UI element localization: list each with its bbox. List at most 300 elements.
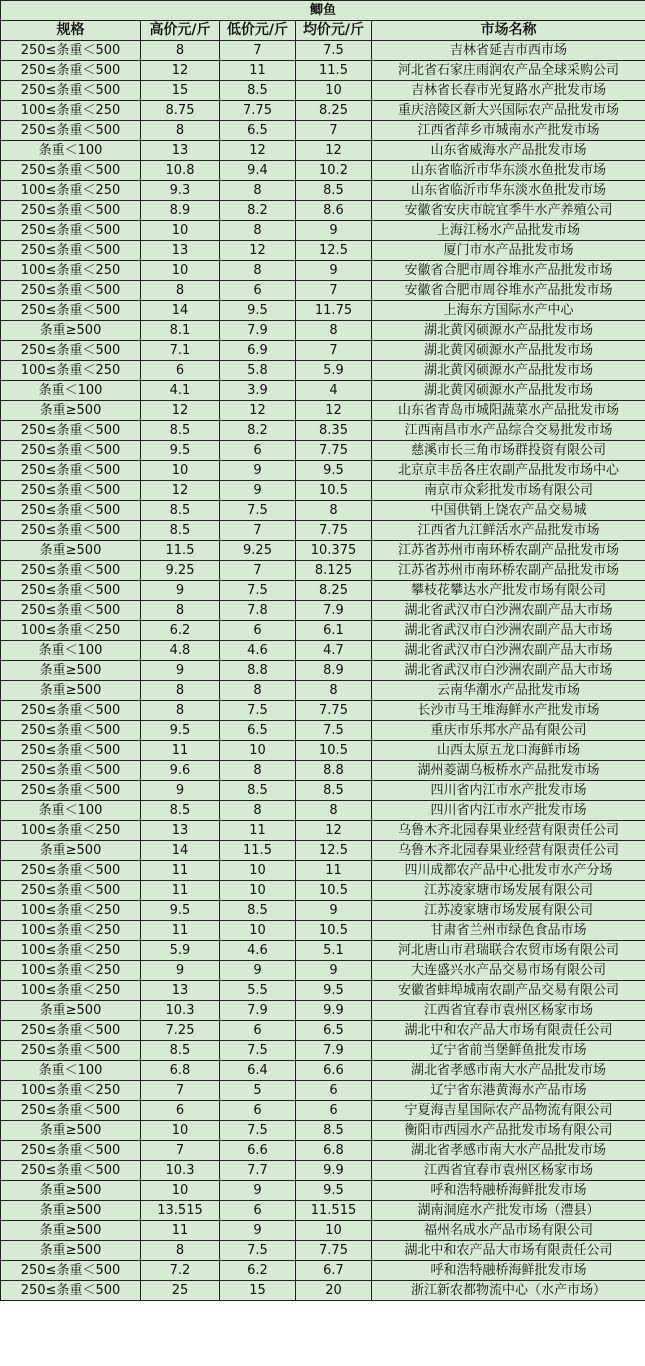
cell-avg-price: 8 (296, 501, 372, 521)
cell-high-price: 7.25 (141, 1021, 220, 1041)
cell-low-price: 10 (220, 921, 296, 941)
cell-market-name: 湖北省武汉市白沙洲农副产品大市场 (372, 641, 645, 661)
cell-spec: 条重≥500 (1, 321, 141, 341)
table-row (1, 1061, 645, 1081)
cell-low-price: 8.2 (220, 421, 296, 441)
cell-high-price: 6.2 (141, 621, 220, 641)
cell-spec: 100≤条重＜250 (1, 961, 141, 981)
cell-low-price: 6 (220, 441, 296, 461)
cell-spec: 250≤条重＜500 (1, 461, 141, 481)
cell-avg-price: 8.5 (296, 781, 372, 801)
cell-avg-price: 9.5 (296, 1181, 372, 1201)
cell-high-price: 8 (141, 1241, 220, 1261)
cell-high-price: 8 (141, 681, 220, 701)
table-row (1, 1281, 645, 1301)
cell-spec: 250≤条重＜500 (1, 201, 141, 221)
cell-avg-price: 9 (296, 961, 372, 981)
cell-spec: 100≤条重＜250 (1, 621, 141, 641)
cell-low-price: 9.5 (220, 301, 296, 321)
cell-spec: 条重≥500 (1, 1001, 141, 1021)
cell-high-price: 13 (141, 241, 220, 261)
table-row (1, 841, 645, 861)
cell-low-price: 7 (220, 521, 296, 541)
table-row (1, 221, 645, 241)
cell-low-price: 4.6 (220, 941, 296, 961)
cell-spec: 250≤条重＜500 (1, 1161, 141, 1181)
cell-high-price: 7 (141, 1141, 220, 1161)
cell-low-price: 5.8 (220, 361, 296, 381)
cell-high-price: 8 (141, 281, 220, 301)
cell-avg-price: 7 (296, 121, 372, 141)
cell-high-price: 13 (141, 821, 220, 841)
cell-high-price: 7 (141, 1081, 220, 1101)
cell-avg-price: 9 (296, 221, 372, 241)
cell-avg-price: 9.5 (296, 981, 372, 1001)
cell-high-price: 10.8 (141, 161, 220, 181)
cell-high-price: 8.5 (141, 1041, 220, 1061)
cell-spec: 250≤条重＜500 (1, 761, 141, 781)
cell-market-name: 上海东方国际水产中心 (372, 301, 645, 321)
cell-market-name: 安徽省合肥市周谷堆水产品批发市场 (372, 281, 645, 301)
table-row (1, 801, 645, 821)
table-row (1, 1241, 645, 1261)
cell-avg-price: 11.75 (296, 301, 372, 321)
cell-avg-price: 8 (296, 321, 372, 341)
cell-market-name: 四川成都农产品中心批发市水产分场 (372, 861, 645, 881)
cell-low-price: 8.2 (220, 201, 296, 221)
table-row (1, 61, 645, 81)
cell-avg-price: 6 (296, 1101, 372, 1121)
cell-avg-price: 6 (296, 1081, 372, 1101)
cell-avg-price: 10.5 (296, 881, 372, 901)
cell-market-name: 湖北省孝感市南大水产品批发市场 (372, 1141, 645, 1161)
cell-market-name: 四川省内江市水产批发市场 (372, 801, 645, 821)
cell-high-price: 10 (141, 461, 220, 481)
cell-low-price: 3.9 (220, 381, 296, 401)
table-row (1, 441, 645, 461)
cell-avg-price: 11 (296, 861, 372, 881)
cell-avg-price: 8.5 (296, 181, 372, 201)
cell-market-name: 湖南洞庭水产批发市场（澧县） (372, 1201, 645, 1221)
table-row (1, 501, 645, 521)
cell-market-name: 江西省九江鲜活水产品批发市场 (372, 521, 645, 541)
cell-high-price: 9 (141, 781, 220, 801)
cell-low-price: 6.4 (220, 1061, 296, 1081)
table-row (1, 1141, 645, 1161)
cell-market-name: 湖北黄冈硕源水产品批发市场 (372, 381, 645, 401)
cell-low-price: 7.9 (220, 321, 296, 341)
cell-avg-price: 8.5 (296, 1121, 372, 1141)
cell-low-price: 5 (220, 1081, 296, 1101)
cell-avg-price: 7.75 (296, 441, 372, 461)
cell-low-price: 7.5 (220, 701, 296, 721)
cell-low-price: 9 (220, 461, 296, 481)
cell-avg-price: 4.7 (296, 641, 372, 661)
cell-high-price: 10 (141, 1121, 220, 1141)
cell-low-price: 8 (220, 681, 296, 701)
table-row (1, 701, 645, 721)
cell-high-price: 8.5 (141, 801, 220, 821)
cell-low-price: 6 (220, 1101, 296, 1121)
cell-spec: 250≤条重＜500 (1, 701, 141, 721)
cell-market-name: 山西太原五龙口海鲜市场 (372, 741, 645, 761)
cell-market-name: 重庆涪陵区新大兴国际农产品批发市场 (372, 101, 645, 121)
cell-spec: 250≤条重＜500 (1, 601, 141, 621)
cell-high-price: 10.3 (141, 1001, 220, 1021)
cell-market-name: 呼和浩特融桥海鲜批发市场 (372, 1181, 645, 1201)
header-spec: 规格 (1, 21, 141, 41)
table-row (1, 1101, 645, 1121)
cell-low-price: 7 (220, 41, 296, 61)
cell-spec: 250≤条重＜500 (1, 881, 141, 901)
cell-spec: 条重＜100 (1, 381, 141, 401)
cell-high-price: 14 (141, 841, 220, 861)
cell-market-name: 江西省宜春市袁州区杨家市场 (372, 1161, 645, 1181)
cell-low-price: 12 (220, 401, 296, 421)
cell-market-name: 长沙市马王堆海鲜水产批发市场 (372, 701, 645, 721)
cell-market-name: 安徽省合肥市周谷堆水产品批发市场 (372, 261, 645, 281)
table-row (1, 1081, 645, 1101)
table-row (1, 1221, 645, 1241)
table-row (1, 1161, 645, 1181)
table-row (1, 401, 645, 421)
cell-market-name: 宁夏海吉星国际农产品物流有限公司 (372, 1101, 645, 1121)
cell-avg-price: 8 (296, 681, 372, 701)
table-row (1, 341, 645, 361)
cell-low-price: 8.5 (220, 781, 296, 801)
cell-low-price: 9 (220, 1181, 296, 1201)
table-row (1, 821, 645, 841)
cell-market-name: 湖北省武汉市白沙洲农副产品大市场 (372, 661, 645, 681)
cell-low-price: 9 (220, 961, 296, 981)
cell-high-price: 4.8 (141, 641, 220, 661)
cell-spec: 250≤条重＜500 (1, 81, 141, 101)
cell-low-price: 7.9 (220, 1001, 296, 1021)
cell-avg-price: 7.9 (296, 1041, 372, 1061)
cell-spec: 250≤条重＜500 (1, 501, 141, 521)
table-row (1, 181, 645, 201)
cell-spec: 250≤条重＜500 (1, 1141, 141, 1161)
header-market-name: 市场名称 (372, 21, 645, 41)
cell-spec: 250≤条重＜500 (1, 61, 141, 81)
cell-spec: 250≤条重＜500 (1, 441, 141, 461)
cell-high-price: 11 (141, 921, 220, 941)
cell-high-price: 10 (141, 261, 220, 281)
cell-high-price: 8.5 (141, 421, 220, 441)
cell-avg-price: 7.5 (296, 721, 372, 741)
table-row (1, 721, 645, 741)
cell-low-price: 8 (220, 261, 296, 281)
cell-avg-price: 9.9 (296, 1001, 372, 1021)
header-avg-price: 均价元/斤 (296, 21, 372, 41)
cell-market-name: 江苏省苏州市南环桥农副产品批发市场 (372, 561, 645, 581)
cell-low-price: 9 (220, 481, 296, 501)
cell-high-price: 10 (141, 1181, 220, 1201)
cell-high-price: 8 (141, 121, 220, 141)
table-row (1, 421, 645, 441)
cell-high-price: 14 (141, 301, 220, 321)
cell-spec: 条重＜100 (1, 141, 141, 161)
cell-avg-price: 11.5 (296, 61, 372, 81)
table-row (1, 381, 645, 401)
table-row (1, 41, 645, 61)
cell-market-name: 吉林省长春市光复路水产批发市场 (372, 81, 645, 101)
cell-market-name: 呼和浩特融桥海鲜批发市场 (372, 1261, 645, 1281)
table-row (1, 981, 645, 1001)
cell-high-price: 9.25 (141, 561, 220, 581)
cell-spec: 条重≥500 (1, 1121, 141, 1141)
cell-high-price: 8.5 (141, 521, 220, 541)
table-row (1, 781, 645, 801)
table-row (1, 161, 645, 181)
cell-low-price: 10 (220, 881, 296, 901)
cell-spec: 条重≥500 (1, 1181, 141, 1201)
cell-avg-price: 8.25 (296, 101, 372, 121)
cell-high-price: 13 (141, 981, 220, 1001)
cell-avg-price: 6.5 (296, 1021, 372, 1041)
cell-spec: 250≤条重＜500 (1, 281, 141, 301)
table-row (1, 461, 645, 481)
table-row (1, 101, 645, 121)
cell-spec: 250≤条重＜500 (1, 481, 141, 501)
cell-avg-price: 7 (296, 281, 372, 301)
table-row (1, 561, 645, 581)
cell-low-price: 15 (220, 1281, 296, 1301)
cell-high-price: 8.1 (141, 321, 220, 341)
table-row (1, 1041, 645, 1061)
cell-market-name: 辽宁省东港黄海水产品市场 (372, 1081, 645, 1101)
cell-avg-price: 8.125 (296, 561, 372, 581)
cell-high-price: 7.1 (141, 341, 220, 361)
cell-low-price: 6.6 (220, 1141, 296, 1161)
cell-market-name: 慈溪市长三角市场群投资有限公司 (372, 441, 645, 461)
cell-low-price: 11 (220, 61, 296, 81)
cell-spec: 100≤条重＜250 (1, 821, 141, 841)
cell-low-price: 12 (220, 241, 296, 261)
cell-high-price: 10 (141, 221, 220, 241)
cell-low-price: 6 (220, 621, 296, 641)
cell-avg-price: 7.75 (296, 1241, 372, 1261)
cell-low-price: 9.4 (220, 161, 296, 181)
table-row (1, 1001, 645, 1021)
cell-market-name: 乌鲁木齐北园春果业经营有限责任公司 (372, 821, 645, 841)
cell-avg-price: 12.5 (296, 241, 372, 261)
table-title: 鲫鱼 (1, 1, 645, 21)
cell-low-price: 6 (220, 1021, 296, 1041)
cell-market-name: 湖北黄冈硕源水产品批发市场 (372, 321, 645, 341)
cell-low-price: 8 (220, 761, 296, 781)
cell-high-price: 9.5 (141, 721, 220, 741)
table-row (1, 241, 645, 261)
cell-market-name: 重庆市乐邦水产品有限公司 (372, 721, 645, 741)
table-row (1, 141, 645, 161)
cell-high-price: 7.2 (141, 1261, 220, 1281)
cell-avg-price: 9 (296, 261, 372, 281)
cell-low-price: 7.8 (220, 601, 296, 621)
cell-spec: 250≤条重＜500 (1, 1261, 141, 1281)
cell-market-name: 厦门市水产品批发市场 (372, 241, 645, 261)
cell-low-price: 8.5 (220, 81, 296, 101)
cell-low-price: 7.5 (220, 1121, 296, 1141)
cell-spec: 250≤条重＜500 (1, 1281, 141, 1301)
table-header-row (1, 21, 645, 41)
cell-avg-price: 6.1 (296, 621, 372, 641)
cell-low-price: 6.9 (220, 341, 296, 361)
cell-spec: 条重≥500 (1, 401, 141, 421)
cell-low-price: 9 (220, 1221, 296, 1241)
cell-spec: 条重≥500 (1, 681, 141, 701)
cell-spec: 100≤条重＜250 (1, 181, 141, 201)
cell-avg-price: 7.9 (296, 601, 372, 621)
cell-high-price: 11.5 (141, 541, 220, 561)
cell-low-price: 8 (220, 801, 296, 821)
cell-low-price: 6 (220, 281, 296, 301)
cell-avg-price: 10.5 (296, 741, 372, 761)
cell-spec: 250≤条重＜500 (1, 581, 141, 601)
cell-spec: 250≤条重＜500 (1, 561, 141, 581)
table-row (1, 861, 645, 881)
cell-market-name: 山东省青岛市城阳蔬菜水产品批发市场 (372, 401, 645, 421)
cell-spec: 250≤条重＜500 (1, 161, 141, 181)
cell-avg-price: 8 (296, 801, 372, 821)
cell-low-price: 12 (220, 141, 296, 161)
cell-low-price: 7.5 (220, 1041, 296, 1061)
table-row (1, 581, 645, 601)
table-row (1, 741, 645, 761)
cell-low-price: 7.5 (220, 501, 296, 521)
cell-low-price: 10 (220, 861, 296, 881)
cell-spec: 100≤条重＜250 (1, 941, 141, 961)
cell-market-name: 湖北黄冈硕源水产品批发市场 (372, 361, 645, 381)
table-row (1, 301, 645, 321)
cell-avg-price: 12.5 (296, 841, 372, 861)
table-title-row (1, 1, 645, 21)
cell-market-name: 湖北省孝感市南大水产品批发市场 (372, 1061, 645, 1081)
table-row (1, 681, 645, 701)
cell-high-price: 25 (141, 1281, 220, 1301)
table-row (1, 1201, 645, 1221)
cell-spec: 100≤条重＜250 (1, 361, 141, 381)
cell-high-price: 12 (141, 401, 220, 421)
cell-high-price: 9.6 (141, 761, 220, 781)
cell-spec: 条重＜100 (1, 1061, 141, 1081)
cell-high-price: 9.3 (141, 181, 220, 201)
cell-avg-price: 8.25 (296, 581, 372, 601)
cell-spec: 250≤条重＜500 (1, 121, 141, 141)
cell-market-name: 福州名成水产品市场有限公司 (372, 1221, 645, 1241)
table-row (1, 621, 645, 641)
table-row (1, 261, 645, 281)
table-row (1, 661, 645, 681)
cell-market-name: 湖州菱湖乌板桥水产品批发市场 (372, 761, 645, 781)
cell-avg-price: 9.5 (296, 461, 372, 481)
cell-spec: 250≤条重＜500 (1, 421, 141, 441)
cell-low-price: 8.8 (220, 661, 296, 681)
cell-high-price: 11 (141, 741, 220, 761)
header-low-price: 低价元/斤 (220, 21, 296, 41)
cell-market-name: 河北省石家庄雨润农产品全球采购公司 (372, 61, 645, 81)
cell-high-price: 13 (141, 141, 220, 161)
cell-avg-price: 7.75 (296, 521, 372, 541)
cell-market-name: 江苏凌家塘市场发展有限公司 (372, 901, 645, 921)
table-row (1, 901, 645, 921)
cell-spec: 100≤条重＜250 (1, 1081, 141, 1101)
cell-market-name: 攀枝花攀达水产批发市场有限公司 (372, 581, 645, 601)
cell-low-price: 6.2 (220, 1261, 296, 1281)
cell-avg-price: 8.9 (296, 661, 372, 681)
cell-low-price: 10 (220, 741, 296, 761)
cell-spec: 250≤条重＜500 (1, 1041, 141, 1061)
table-row (1, 1261, 645, 1281)
table-row (1, 1121, 645, 1141)
cell-avg-price: 12 (296, 401, 372, 421)
cell-high-price: 8.5 (141, 501, 220, 521)
cell-high-price: 6.8 (141, 1061, 220, 1081)
cell-high-price: 6 (141, 1101, 220, 1121)
cell-spec: 条重≥500 (1, 1201, 141, 1221)
table-row (1, 361, 645, 381)
cell-market-name: 江苏凌家塘市场发展有限公司 (372, 881, 645, 901)
table-row (1, 961, 645, 981)
cell-market-name: 江西省萍乡市城南水产批发市场 (372, 121, 645, 141)
cell-spec: 250≤条重＜500 (1, 341, 141, 361)
table-row (1, 921, 645, 941)
cell-high-price: 8 (141, 601, 220, 621)
cell-market-name: 北京京丰岳各庄农副产品批发市场中心 (372, 461, 645, 481)
cell-low-price: 7.5 (220, 581, 296, 601)
cell-market-name: 山东省威海水产品批发市场 (372, 141, 645, 161)
cell-avg-price: 10.375 (296, 541, 372, 561)
cell-high-price: 11 (141, 861, 220, 881)
cell-avg-price: 6.6 (296, 1061, 372, 1081)
cell-high-price: 5.9 (141, 941, 220, 961)
cell-high-price: 6 (141, 361, 220, 381)
cell-avg-price: 11.515 (296, 1201, 372, 1221)
cell-market-name: 江西南昌市水产品综合交易批发市场 (372, 421, 645, 441)
cell-high-price: 8.9 (141, 201, 220, 221)
cell-high-price: 12 (141, 481, 220, 501)
cell-high-price: 15 (141, 81, 220, 101)
cell-avg-price: 4 (296, 381, 372, 401)
cell-low-price: 6 (220, 1201, 296, 1221)
cell-market-name: 大连盛兴水产品交易市场有限公司 (372, 961, 645, 981)
cell-spec: 条重≥500 (1, 841, 141, 861)
header-high-price: 高价元/斤 (141, 21, 220, 41)
cell-low-price: 5.5 (220, 981, 296, 1001)
table-row (1, 601, 645, 621)
cell-spec: 250≤条重＜500 (1, 1021, 141, 1041)
table-row (1, 281, 645, 301)
cell-spec: 条重≥500 (1, 661, 141, 681)
cell-spec: 250≤条重＜500 (1, 861, 141, 881)
table-row (1, 1181, 645, 1201)
cell-low-price: 7.5 (220, 1241, 296, 1261)
cell-market-name: 湖北省武汉市白沙洲农副产品大市场 (372, 621, 645, 641)
table-row (1, 541, 645, 561)
cell-market-name: 湖北黄冈硕源水产品批发市场 (372, 341, 645, 361)
cell-avg-price: 10 (296, 81, 372, 101)
cell-market-name: 湖北省武汉市白沙洲农副产品大市场 (372, 601, 645, 621)
cell-high-price: 9 (141, 661, 220, 681)
cell-market-name: 云南华潮水产品批发市场 (372, 681, 645, 701)
table-row (1, 521, 645, 541)
cell-market-name: 安徽省安庆市皖宜季牛水产养殖公司 (372, 201, 645, 221)
cell-spec: 250≤条重＜500 (1, 241, 141, 261)
cell-high-price: 11 (141, 881, 220, 901)
cell-avg-price: 5.9 (296, 361, 372, 381)
cell-high-price: 9 (141, 581, 220, 601)
cell-avg-price: 8.8 (296, 761, 372, 781)
